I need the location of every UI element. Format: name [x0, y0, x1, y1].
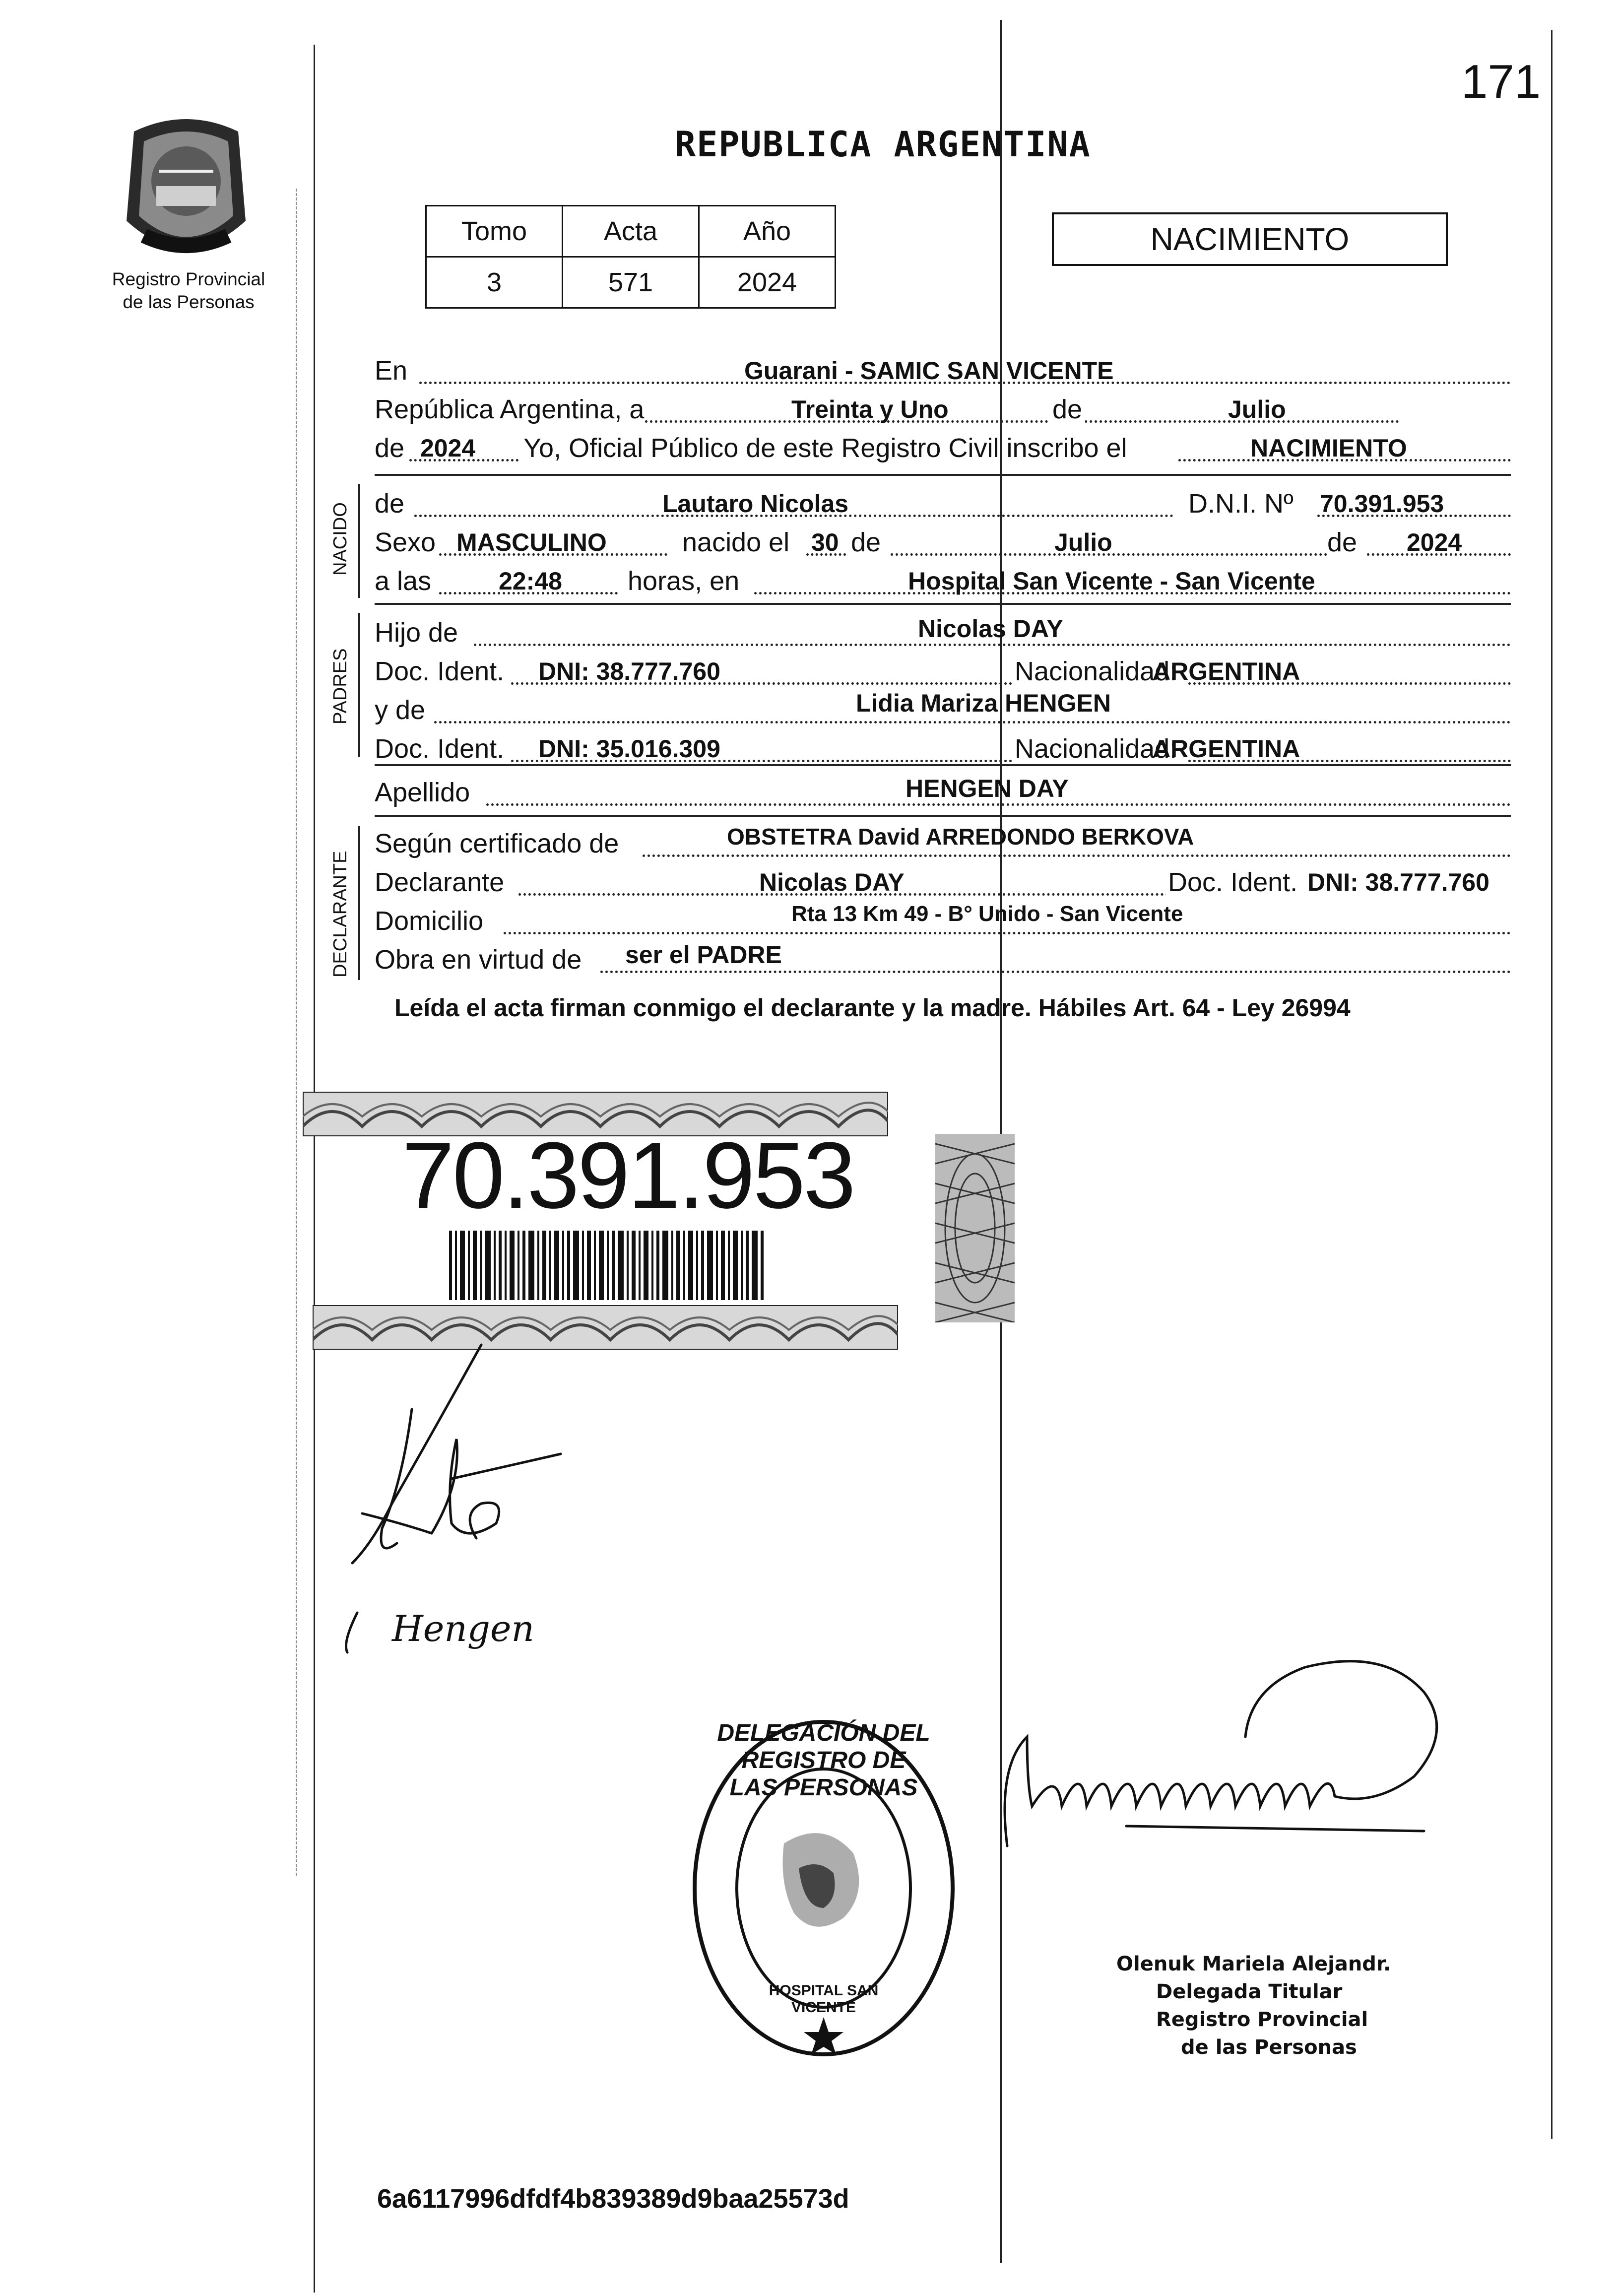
en-value: Guarani - SAMIC SAN VICENTE [744, 357, 1114, 385]
birth-day-value: 30 [811, 528, 839, 556]
mother-doc-label: Doc. Ident. [375, 734, 505, 764]
form-row-date [375, 392, 1511, 427]
section-divider [375, 603, 1511, 605]
father-doc-label: Doc. Ident. [375, 656, 505, 686]
child-dni-value: 70.391.953 [1320, 490, 1444, 518]
declarante-bracket [358, 826, 360, 980]
nacido-bracket [358, 484, 360, 598]
header-ano: Año [699, 206, 836, 257]
hijo-label: Hijo de [375, 618, 458, 648]
father-doc-value: DNI: 38.777.760 [538, 657, 720, 685]
right-margin-rule [1551, 30, 1552, 2139]
document-title: REPUBLICA ARGENTINA [675, 124, 1091, 165]
nacido-de-label: de [375, 489, 405, 519]
closing-note: Leída el acta firman conmigo el declarante y la madre. Hábiles Art. 64 - Ley 26994 [394, 994, 1351, 1022]
mother-nac-value: ARGENTINA [1153, 735, 1300, 763]
de-label: de [1049, 394, 1085, 425]
act-reference-table [425, 205, 836, 309]
declarante-doc-label: Doc. Ident. [1166, 867, 1299, 898]
republica-label: República Argentina, a [375, 394, 645, 424]
form-row-apellido [375, 775, 1511, 810]
form-row-segun [375, 826, 1511, 861]
apellido-value: HENGEN DAY [906, 775, 1069, 802]
section-divider [375, 815, 1511, 817]
dni-label: D.N.I. Nº [1188, 489, 1294, 519]
value-acta: 571 [563, 257, 699, 308]
oficial-text: Yo, Oficial Público de este Registro Civil inscribo el [523, 433, 1127, 463]
obra-value: ser el PADRE [625, 941, 782, 969]
barcode-block [303, 1092, 888, 1250]
declarante-doc-value: DNI: 38.777.760 [1307, 868, 1489, 896]
delegate-registry: Registro Provincial [1156, 2008, 1368, 2031]
delegate-signature-icon [987, 1638, 1464, 1856]
stamp-inner-text: HOSPITAL SAN VICENTE [769, 1982, 879, 2016]
delegate-name: Olenuk Mariela Alejandr. [1116, 1953, 1391, 1975]
barcode-number: 70.391.953 [402, 1123, 854, 1228]
document-hash: 6a6117996dfdf4b839389d9baa25573d [377, 2184, 849, 2214]
domicilio-value: Rta 13 Km 49 - B° Unido - San Vicente [791, 902, 1183, 926]
child-name-value: Lautaro Nicolas [662, 490, 849, 518]
form-row-obra [375, 942, 1511, 977]
delegate-block [1116, 1950, 1464, 2061]
padres-section-label: PADRES [330, 648, 351, 724]
barcode-icon [449, 1231, 767, 1300]
official-stamp [685, 1705, 963, 2062]
horas-label: horas, en [628, 566, 740, 596]
signature-name: Hengen [392, 1608, 534, 1649]
form-row-name [375, 486, 1511, 521]
declarante-value: Nicolas DAY [759, 868, 905, 896]
form-row-sexo [375, 525, 1511, 560]
domicilio-label: Domicilio [375, 906, 484, 936]
act-type-box: NACIMIENTO [1052, 212, 1448, 266]
value-ano: 2024 [699, 257, 836, 308]
father-nac-value: ARGENTINA [1153, 657, 1300, 685]
form-row-hora [375, 564, 1511, 598]
birth-place-value: Hospital San Vicente - San Vicente [908, 567, 1315, 595]
mother-name-value: Lidia Mariza HENGEN [856, 689, 1111, 717]
page-number: 171 [1461, 55, 1541, 108]
form-row-oficial [375, 431, 1511, 465]
stamp-outer-text: DELEGACIÓN DEL REGISTRO DE LAS PERSONAS [717, 1720, 930, 1801]
section-divider [375, 474, 1511, 476]
form-row-mother [375, 689, 1511, 727]
segun-label: Según certificado de [375, 829, 619, 858]
province-seal [114, 112, 258, 265]
left-dashed-rule [296, 189, 297, 1876]
birth-time-value: 22:48 [499, 567, 562, 595]
inscribo-value: NACIMIENTO [1250, 434, 1407, 462]
month-value: Julio [1228, 395, 1286, 423]
sexo-value: MASCULINO [456, 528, 607, 556]
declarante-section-label: DECLARANTE [330, 851, 351, 978]
mother-doc-value: DNI: 35.016.309 [538, 735, 720, 763]
segun-value: OBSTETRA David ARREDONDO BERKOVA [727, 824, 1194, 850]
father-nac-label: Nacionalidad: [1015, 656, 1177, 686]
de-label-year: de [375, 433, 405, 463]
value-tomo: 3 [426, 257, 563, 308]
de-label-3: de [1327, 527, 1358, 557]
father-name-value: Nicolas DAY [918, 615, 1063, 643]
delegate-registry-2: de las Personas [1181, 2036, 1357, 2059]
a-las-label: a las [375, 566, 432, 596]
mother-nac-label: Nacionalidad: [1015, 734, 1177, 764]
nacido-el-label: nacido el [682, 527, 790, 557]
sexo-label: Sexo [375, 527, 436, 557]
padres-bracket [358, 613, 360, 757]
section-divider [375, 764, 1511, 766]
form-row-father-doc [375, 654, 1511, 689]
delegate-title: Delegada Titular [1156, 1980, 1343, 2003]
apellido-label: Apellido [375, 778, 470, 807]
province-seal-icon [114, 112, 258, 265]
form-row-mother-doc [375, 731, 1511, 766]
header-tomo: Tomo [426, 206, 563, 257]
header-acta: Acta [563, 206, 699, 257]
declarante-label: Declarante [375, 867, 505, 897]
form-row-domicilio [375, 904, 1511, 938]
security-hologram-icon [935, 1134, 1015, 1322]
registry-caption-line2: de las Personas [123, 292, 255, 312]
form-row-en [375, 353, 1511, 388]
birth-year-value: 2024 [1407, 528, 1462, 556]
year-value: 2024 [420, 434, 476, 462]
birth-month-value: Julio [1054, 528, 1112, 556]
de-label-2: de [851, 527, 881, 557]
dotted-line [645, 420, 1399, 423]
registry-caption-line1: Registro Provincial [112, 269, 265, 289]
day-value: Treinta y Uno [791, 395, 949, 423]
form-row-declarante [375, 865, 1511, 900]
nacido-section-label: NACIDO [330, 502, 351, 576]
form-row-hijo [375, 615, 1511, 650]
y-de-label: y de [375, 695, 426, 725]
registry-caption [84, 268, 293, 314]
obra-label: Obra en virtud de [375, 945, 582, 975]
en-label: En [375, 356, 408, 386]
